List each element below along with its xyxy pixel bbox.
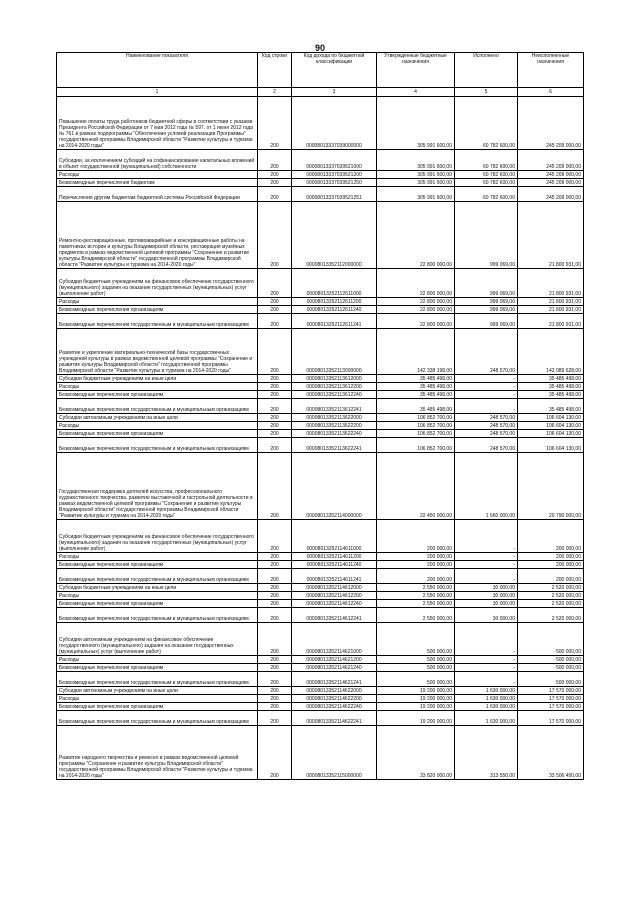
unexecuted-amount-cell: 245 209 000,00 <box>518 171 584 179</box>
budget-code-cell: 00008013352113622000 <box>292 414 377 422</box>
approved-amount-cell: 200 000,00 <box>377 569 455 584</box>
budget-code-cell: 00008013352114612241 <box>292 608 377 623</box>
budget-code-cell: 00008013352112611240 <box>292 306 377 314</box>
executed-amount-cell: 30 000,00 <box>455 608 518 623</box>
table-row <box>57 656 584 664</box>
unexecuted-amount-cell: 245 209 000,00 <box>518 179 584 187</box>
line-code-cell: 200 <box>258 414 292 422</box>
indicator-name-cell: Безвозмездные перечисления организациям <box>57 306 258 314</box>
executed-amount-cell: 60 782 600,00 <box>455 179 518 187</box>
executed-amount-cell: - <box>455 553 518 561</box>
executed-amount-cell: 1 630 000,00 <box>455 703 518 711</box>
table-row <box>57 375 584 383</box>
approved-amount-cell: 33 820 000,00 <box>377 726 455 780</box>
approved-amount-cell: 35 485 498,00 <box>377 391 455 399</box>
executed-amount-cell: - <box>455 520 518 553</box>
executed-amount-cell: 999 069,00 <box>455 202 518 269</box>
line-code-cell: 200 <box>258 306 292 314</box>
line-code-cell: 200 <box>258 430 292 438</box>
line-code-cell: 200 <box>258 383 292 391</box>
executed-amount-cell: 313 550,00 <box>455 726 518 780</box>
budget-code-cell: 00008013352114611200 <box>292 553 377 561</box>
budget-code-cell: 00008013352114000000 <box>292 453 377 520</box>
unexecuted-amount-cell: 2 520 000,00 <box>518 584 584 592</box>
executed-amount-cell: - <box>455 399 518 414</box>
indicator-name-cell: Безвозмездные перечисления организациям <box>57 391 258 399</box>
budget-code-cell: 00008013352113612241 <box>292 399 377 414</box>
approved-amount-cell: 106 852 700,00 <box>377 438 455 453</box>
line-code-cell: 200 <box>258 687 292 695</box>
approved-amount-cell: 305 991 600,00 <box>377 150 455 171</box>
executed-amount-cell: - <box>455 375 518 383</box>
line-code-cell: 200 <box>258 179 292 187</box>
line-code-cell: 200 <box>258 202 292 269</box>
budget-code-cell: 00008013337039521000 <box>292 150 377 171</box>
indicator-name-cell: Безвозмездные перечисления бюджетам <box>57 179 258 187</box>
unexecuted-amount-cell: 500 000,00 <box>518 623 584 656</box>
executed-amount-cell: - <box>455 672 518 687</box>
indicator-name-cell: Расходы <box>57 383 258 391</box>
budget-code-cell: 00008013337039521250 <box>292 179 377 187</box>
unexecuted-amount-cell: 200 000,00 <box>518 553 584 561</box>
indicator-name-cell: Субсидии, за исключением субсидий на софинансирование капитальных вложений в объект государственной (муниципальной) собственности <box>57 150 258 171</box>
budget-code-cell: 00008013352112611241 <box>292 314 377 329</box>
approved-amount-cell: 19 200 000,00 <box>377 711 455 726</box>
unexecuted-amount-cell: 106 604 130,00 <box>518 422 584 430</box>
approved-amount-cell: 2 550 000,00 <box>377 592 455 600</box>
table-row <box>57 414 584 422</box>
budget-code-cell: 00008013352113622241 <box>292 438 377 453</box>
approved-amount-cell: 22 800 000,00 <box>377 298 455 306</box>
table-row <box>57 187 584 202</box>
table-row <box>57 314 584 329</box>
indicator-name-cell: Государственная поддержка деятелей искусства, профессионального художественного творчества, развитие выставочной и гастрольной деятельности в рамках ведомственной целевой программы "Сохранение и развитие культуры Владимирской области" государственной программы Владимирской области "Развитие культуры и туризма на 2014-2020 годы" <box>57 453 258 520</box>
indicator-name-cell: Субсидии автономным учреждениям на иные цели <box>57 414 258 422</box>
executed-amount-cell: 30 000,00 <box>455 584 518 592</box>
table-row <box>57 726 584 780</box>
line-code-cell: 200 <box>258 329 292 375</box>
budget-code-cell: 00008013352113622200 <box>292 422 377 430</box>
indicator-name-cell: Расходы <box>57 422 258 430</box>
line-code-cell: 200 <box>258 399 292 414</box>
line-code-cell: 200 <box>258 520 292 553</box>
approved-amount-cell: 305 991 600,00 <box>377 179 455 187</box>
table-row <box>57 298 584 306</box>
approved-amount-cell: 19 200 000,00 <box>377 687 455 695</box>
header-executed: Исполнено <box>455 53 518 88</box>
indicator-name-cell: Безвозмездные перечисления государственным и муниципальным организациям <box>57 608 258 623</box>
unexecuted-amount-cell: 21 800 931,00 <box>518 306 584 314</box>
indicator-name-cell: Субсидии бюджетным учреждениям на иные цели <box>57 584 258 592</box>
budget-code-cell: 00008013352113622240 <box>292 430 377 438</box>
approved-amount-cell: 35 485 498,00 <box>377 375 455 383</box>
approved-amount-cell: 22 800 000,00 <box>377 202 455 269</box>
executed-amount-cell: 1 630 000,00 <box>455 711 518 726</box>
column-number: 6 <box>518 88 584 97</box>
unexecuted-amount-cell: 2 520 000,00 <box>518 608 584 623</box>
executed-amount-cell: 248 570,00 <box>455 430 518 438</box>
indicator-name-cell: Безвозмездные перечисления организациям <box>57 561 258 569</box>
unexecuted-amount-cell: 106 604 130,00 <box>518 430 584 438</box>
approved-amount-cell: 142 338 198,00 <box>377 329 455 375</box>
table-row <box>57 561 584 569</box>
budget-code-cell: 00008013352114622000 <box>292 687 377 695</box>
executed-amount-cell: - <box>455 383 518 391</box>
table-row <box>57 202 584 269</box>
line-code-cell: 200 <box>258 664 292 672</box>
line-code-cell: 200 <box>258 656 292 664</box>
column-number-row <box>57 88 584 97</box>
approved-amount-cell: 19 200 000,00 <box>377 695 455 703</box>
executed-amount-cell: - <box>455 569 518 584</box>
indicator-name-cell: Субсидии автономным учреждениям на иные цели <box>57 687 258 695</box>
table-header-row <box>57 53 584 88</box>
budget-code-cell: 00008013352114612000 <box>292 584 377 592</box>
indicator-name-cell: Безвозмездные перечисления государственным и муниципальным организациям <box>57 569 258 584</box>
table-row <box>57 608 584 623</box>
approved-amount-cell: 500 000,00 <box>377 664 455 672</box>
approved-amount-cell: 35 485 498,00 <box>377 399 455 414</box>
table-row <box>57 672 584 687</box>
budget-code-cell: 00008013352114622240 <box>292 703 377 711</box>
unexecuted-amount-cell: 245 209 000,00 <box>518 97 584 150</box>
line-code-cell: 200 <box>258 438 292 453</box>
budget-code-cell: 00008013337039000000 <box>292 97 377 150</box>
indicator-name-cell: Расходы <box>57 592 258 600</box>
approved-amount-cell: 106 852 700,00 <box>377 422 455 430</box>
indicator-name-cell: Безвозмездные перечисления организациям <box>57 430 258 438</box>
line-code-cell: 200 <box>258 592 292 600</box>
header-indicator-name: Наименование показателя <box>57 53 258 88</box>
budget-code-cell: 00008013352115000000 <box>292 726 377 780</box>
unexecuted-amount-cell: 245 209 000,00 <box>518 150 584 171</box>
line-code-cell: 200 <box>258 171 292 179</box>
executed-amount-cell: 60 782 600,00 <box>455 187 518 202</box>
budget-code-cell: 00008013352114612240 <box>292 600 377 608</box>
table-row <box>57 383 584 391</box>
table-row <box>57 687 584 695</box>
executed-amount-cell: - <box>455 664 518 672</box>
line-code-cell: 200 <box>258 623 292 656</box>
approved-amount-cell: 305 991 600,00 <box>377 171 455 179</box>
table-row <box>57 623 584 656</box>
line-code-cell: 200 <box>258 608 292 623</box>
executed-amount-cell: 60 782 600,00 <box>455 150 518 171</box>
budget-code-cell: 00008013352114611240 <box>292 561 377 569</box>
indicator-name-cell: Развитие народного творчества и ремесел в рамках ведомственной целевой программы "Сохранение и развитие культуры Владимирской области" государственной программы Владимирской области "Развитие культуры и туризма на 2014-2020 годы" <box>57 726 258 780</box>
unexecuted-amount-cell: 106 604 130,00 <box>518 438 584 453</box>
indicator-name-cell: Расходы <box>57 171 258 179</box>
approved-amount-cell: 19 200 000,00 <box>377 703 455 711</box>
header-budget-code: Код дохода по бюджетной классификации <box>292 53 377 88</box>
line-code-cell: 200 <box>258 375 292 383</box>
unexecuted-amount-cell: 200 000,00 <box>518 561 584 569</box>
indicator-name-cell: Безвозмездные перечисления организациям <box>57 600 258 608</box>
approved-amount-cell: 305 991 600,00 <box>377 187 455 202</box>
table-row <box>57 520 584 553</box>
indicator-name-cell: Безвозмездные перечисления организациям <box>57 664 258 672</box>
line-code-cell: 200 <box>258 561 292 569</box>
unexecuted-amount-cell: 17 570 000,00 <box>518 695 584 703</box>
table-row <box>57 592 584 600</box>
indicator-name-cell: Субсидии бюджетным учреждениям на иные цели <box>57 375 258 383</box>
table-row <box>57 329 584 375</box>
indicator-name-cell: Расходы <box>57 695 258 703</box>
indicator-name-cell: Расходы <box>57 656 258 664</box>
line-code-cell: 200 <box>258 150 292 171</box>
indicator-name-cell: Безвозмездные перечисления государственным и муниципальным организациям <box>57 711 258 726</box>
line-code-cell: 200 <box>258 569 292 584</box>
indicator-name-cell: Субсидии автономным учреждениям на финансовое обеспечение государственного (муниципального) задания на оказание государственных (муниципальных) услуг (выполнение работ) <box>57 623 258 656</box>
line-code-cell: 200 <box>258 314 292 329</box>
header-unexecuted: Неисполненные назначения <box>518 53 584 88</box>
column-number: 5 <box>455 88 518 97</box>
approved-amount-cell: 200 000,00 <box>377 553 455 561</box>
budget-code-cell: 00008013352114612200 <box>292 592 377 600</box>
unexecuted-amount-cell: 21 800 931,00 <box>518 314 584 329</box>
executed-amount-cell: 60 782 600,00 <box>455 171 518 179</box>
table-row <box>57 97 584 150</box>
table-row <box>57 703 584 711</box>
unexecuted-amount-cell: 20 790 000,00 <box>518 453 584 520</box>
executed-amount-cell: - <box>455 623 518 656</box>
budget-code-cell: 00008013352114621200 <box>292 656 377 664</box>
table-row <box>57 600 584 608</box>
budget-code-cell: 00008013352113612000 <box>292 375 377 383</box>
executed-amount-cell: 999 069,00 <box>455 298 518 306</box>
indicator-name-cell: Расходы <box>57 298 258 306</box>
unexecuted-amount-cell: 200 000,00 <box>518 520 584 553</box>
table-row <box>57 422 584 430</box>
budget-code-cell: 00008013352114621000 <box>292 623 377 656</box>
budget-code-cell: 00008013352114621241 <box>292 672 377 687</box>
unexecuted-amount-cell: 21 800 931,00 <box>518 298 584 306</box>
budget-code-cell: 00008013352113000000 <box>292 329 377 375</box>
unexecuted-amount-cell: 500 000,00 <box>518 664 584 672</box>
budget-code-cell: 00008013352112611200 <box>292 298 377 306</box>
indicator-name-cell: Перечисления другим бюджетам бюджетной системы Российской Федерации <box>57 187 258 202</box>
table-row <box>57 391 584 399</box>
executed-amount-cell: 1 630 000,00 <box>455 687 518 695</box>
approved-amount-cell: 2 550 000,00 <box>377 608 455 623</box>
table-row <box>57 399 584 414</box>
line-code-cell: 200 <box>258 672 292 687</box>
table-row <box>57 695 584 703</box>
approved-amount-cell: 2 550 000,00 <box>377 600 455 608</box>
indicator-name-cell: Безвозмездные перечисления организациям <box>57 703 258 711</box>
executed-amount-cell: 60 782 600,00 <box>455 97 518 150</box>
indicator-name-cell: Развитие и укрепление материально-технической базы государственных учреждений культуры в рамках ведомственной целевой программы "Сохранение и развитие культуры Владимирской области" государственной программы Владимирской области "Развитие культуры и туризма на 2014-2020 годы" <box>57 329 258 375</box>
column-number: 1 <box>57 88 258 97</box>
table-row <box>57 179 584 187</box>
table-row <box>57 430 584 438</box>
budget-code-cell: 00008013337039521251 <box>292 187 377 202</box>
budget-code-cell: 00008013352114611241 <box>292 569 377 584</box>
budget-code-cell: 00008013352112000000 <box>292 202 377 269</box>
unexecuted-amount-cell: 17 570 000,00 <box>518 711 584 726</box>
approved-amount-cell: 22 800 000,00 <box>377 314 455 329</box>
line-code-cell: 200 <box>258 600 292 608</box>
unexecuted-amount-cell: 33 506 450,00 <box>518 726 584 780</box>
executed-amount-cell: 248 570,00 <box>455 414 518 422</box>
indicator-name-cell: Безвозмездные перечисления государственным и муниципальным организациям <box>57 314 258 329</box>
approved-amount-cell: 200 000,00 <box>377 520 455 553</box>
line-code-cell: 200 <box>258 711 292 726</box>
line-code-cell: 200 <box>258 584 292 592</box>
budget-code-cell: 00008013352113612240 <box>292 391 377 399</box>
page-number: 90 <box>314 43 325 53</box>
line-code-cell: 200 <box>258 695 292 703</box>
indicator-name-cell: Ремонтно-реставрационные, противоаварийные и консервационные работы на памятниках истории и культуры Владимирской области, реставрация музейных предметов в рамках ведомственной целевой программы "Сохранение и развитие культуры Владимирской области" государственной программы Владимирской области "Развитие культуры и туризма на 2014-2020 годы" <box>57 202 258 269</box>
line-code-cell: 200 <box>258 298 292 306</box>
approved-amount-cell: 200 000,00 <box>377 561 455 569</box>
unexecuted-amount-cell: 2 520 000,00 <box>518 592 584 600</box>
column-number: 3 <box>292 88 377 97</box>
table-row <box>57 711 584 726</box>
executed-amount-cell: 248 570,00 <box>455 329 518 375</box>
line-code-cell: 200 <box>258 269 292 298</box>
unexecuted-amount-cell: 106 604 130,00 <box>518 414 584 422</box>
budget-code-cell: 00008013352114622200 <box>292 695 377 703</box>
approved-amount-cell: 500 000,00 <box>377 656 455 664</box>
executed-amount-cell: 248 570,00 <box>455 438 518 453</box>
executed-amount-cell: 999 069,00 <box>455 269 518 298</box>
approved-amount-cell: 106 852 700,00 <box>377 430 455 438</box>
table-row <box>57 150 584 171</box>
unexecuted-amount-cell: 142 089 628,00 <box>518 329 584 375</box>
executed-amount-cell: - <box>455 391 518 399</box>
executed-amount-cell: 30 000,00 <box>455 592 518 600</box>
table-row <box>57 553 584 561</box>
unexecuted-amount-cell: 21 800 931,00 <box>518 202 584 269</box>
unexecuted-amount-cell: 35 485 498,00 <box>518 383 584 391</box>
line-code-cell: 200 <box>258 422 292 430</box>
table-row <box>57 269 584 298</box>
budget-code-cell: 00008013337039521200 <box>292 171 377 179</box>
approved-amount-cell: 500 000,00 <box>377 672 455 687</box>
unexecuted-amount-cell: 245 209 000,00 <box>518 187 584 202</box>
line-code-cell: 200 <box>258 726 292 780</box>
line-code-cell: 200 <box>258 97 292 150</box>
executed-amount-cell: - <box>455 656 518 664</box>
budget-execution-table <box>56 52 584 780</box>
header-line-code: Код строки <box>258 53 292 88</box>
indicator-name-cell: Безвозмездные перечисления государственным и муниципальным организациям <box>57 672 258 687</box>
table-row <box>57 171 584 179</box>
indicator-name-cell: Безвозмездные перечисления государственным и муниципальным организациям <box>57 399 258 414</box>
unexecuted-amount-cell: 200 000,00 <box>518 569 584 584</box>
approved-amount-cell: 22 450 000,00 <box>377 453 455 520</box>
approved-amount-cell: 500 000,00 <box>377 623 455 656</box>
table-row <box>57 438 584 453</box>
approved-amount-cell: 35 485 498,00 <box>377 383 455 391</box>
indicator-name-cell: Безвозмездные перечисления государственным и муниципальным организациям <box>57 438 258 453</box>
executed-amount-cell: 999 069,00 <box>455 314 518 329</box>
line-code-cell: 200 <box>258 187 292 202</box>
executed-amount-cell: 1 660 000,00 <box>455 453 518 520</box>
executed-amount-cell: 248 570,00 <box>455 422 518 430</box>
header-approved: Утвержденные бюджетные назначения <box>377 53 455 88</box>
unexecuted-amount-cell: 35 485 498,00 <box>518 375 584 383</box>
table-row <box>57 584 584 592</box>
executed-amount-cell: 1 630 000,00 <box>455 695 518 703</box>
unexecuted-amount-cell: 21 800 931,00 <box>518 269 584 298</box>
line-code-cell: 200 <box>258 453 292 520</box>
unexecuted-amount-cell: 35 485 498,00 <box>518 399 584 414</box>
line-code-cell: 200 <box>258 553 292 561</box>
indicator-name-cell: Расходы <box>57 553 258 561</box>
indicator-name-cell: Субсидии бюджетным учреждениям на финансовое обеспечение государственного (муниципального) задания на оказание государственных (муниципальных) услуг (выполнение работ) <box>57 269 258 298</box>
table-row <box>57 569 584 584</box>
unexecuted-amount-cell: 500 000,00 <box>518 672 584 687</box>
unexecuted-amount-cell: 17 570 000,00 <box>518 703 584 711</box>
line-code-cell: 200 <box>258 703 292 711</box>
table-row <box>57 306 584 314</box>
budget-code-cell: 00008013352114621240 <box>292 664 377 672</box>
executed-amount-cell: 999 069,00 <box>455 306 518 314</box>
budget-code-cell: 00008013352112611000 <box>292 269 377 298</box>
budget-code-cell: 00008013352114622241 <box>292 711 377 726</box>
unexecuted-amount-cell: 17 570 000,00 <box>518 687 584 695</box>
budget-code-cell: 00008013352113612200 <box>292 383 377 391</box>
indicator-name-cell: Субсидии бюджетным учреждениям на финансовое обеспечение государственного (муниципального) задания на оказание государственных (муниципальных) услуг (выполнение работ) <box>57 520 258 553</box>
executed-amount-cell: - <box>455 561 518 569</box>
unexecuted-amount-cell: 35 485 498,00 <box>518 391 584 399</box>
approved-amount-cell: 22 800 000,00 <box>377 306 455 314</box>
approved-amount-cell: 2 550 000,00 <box>377 584 455 592</box>
table-body <box>57 97 584 780</box>
table-row <box>57 453 584 520</box>
approved-amount-cell: 22 800 000,00 <box>377 269 455 298</box>
column-number: 4 <box>377 88 455 97</box>
approved-amount-cell: 106 852 700,00 <box>377 414 455 422</box>
approved-amount-cell: 305 991 600,00 <box>377 97 455 150</box>
unexecuted-amount-cell: 500 000,00 <box>518 656 584 664</box>
unexecuted-amount-cell: 2 520 000,00 <box>518 600 584 608</box>
table-row <box>57 664 584 672</box>
budget-code-cell: 00008013352114611000 <box>292 520 377 553</box>
column-number: 2 <box>258 88 292 97</box>
line-code-cell: 200 <box>258 391 292 399</box>
executed-amount-cell: 30 000,00 <box>455 600 518 608</box>
indicator-name-cell: Повышение оплаты труда работников бюджетной сферы в соответствии с указами Президента Российской Федерации от 7 мая 2012 года № 597, от 1 июня 2012 года № 761 в рамках подпрограммы "Обеспечение условий реализации Программы" государственной программы Владимирской области "Развитие культуры и туризма на 2014-2020 годы" <box>57 97 258 150</box>
